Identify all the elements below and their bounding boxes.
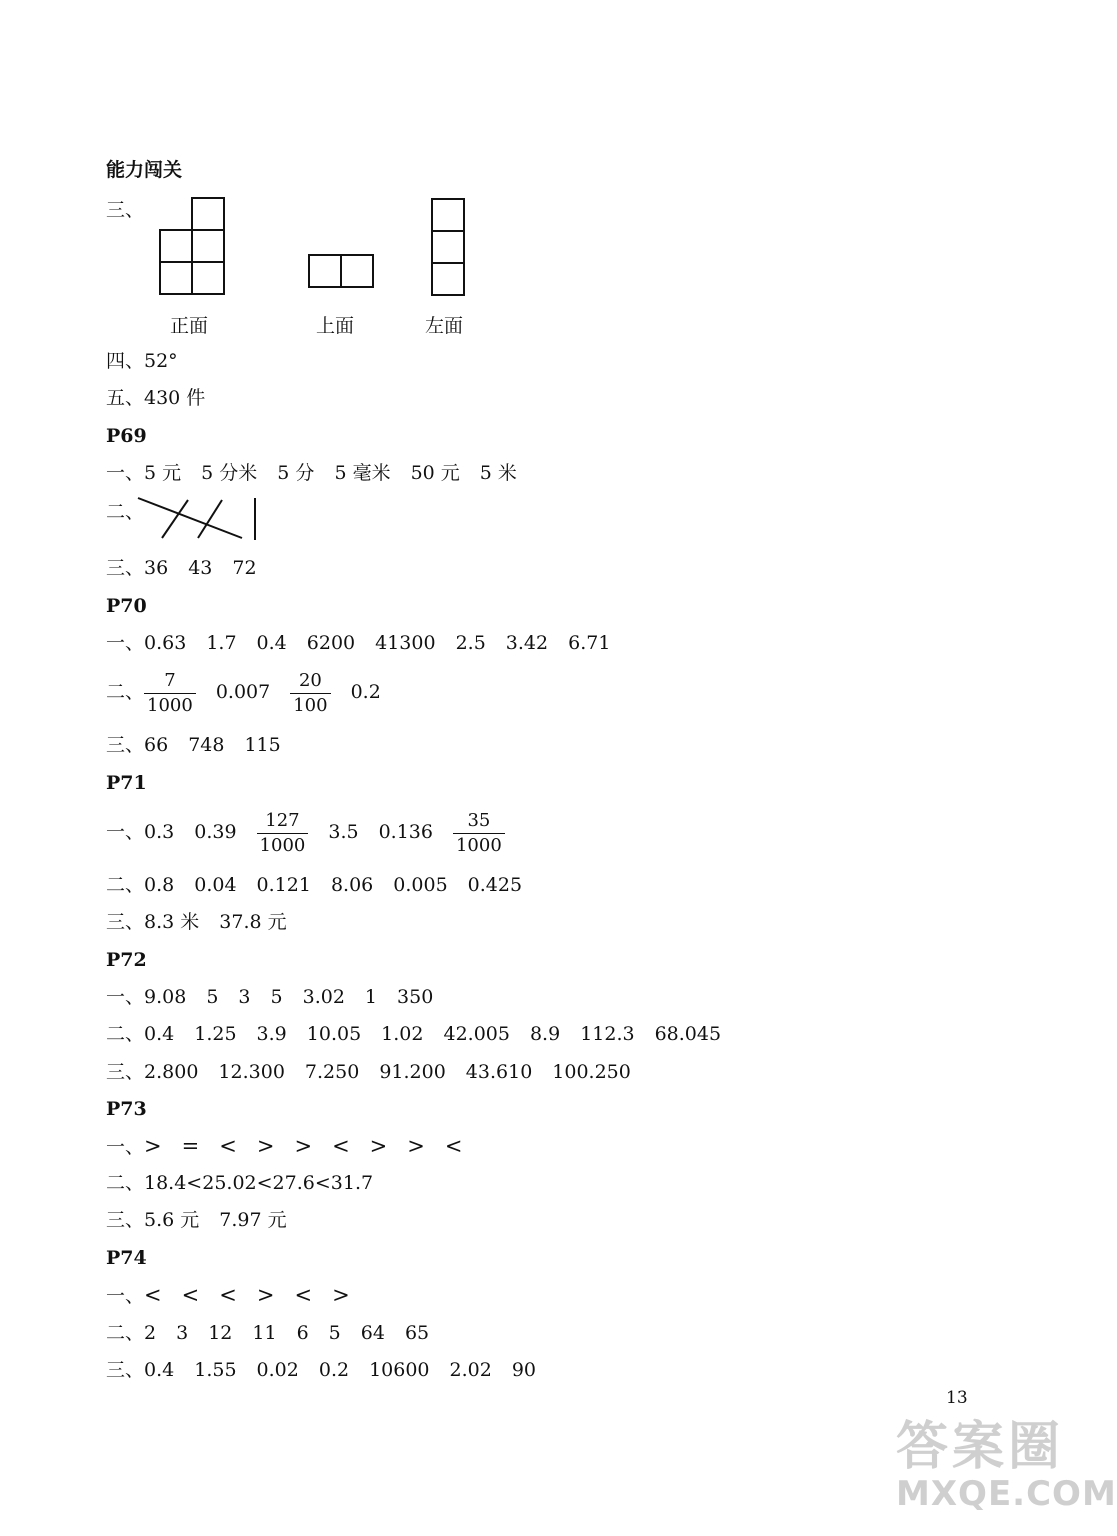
top-view-cell (340, 254, 374, 288)
fraction (144, 670, 196, 717)
answer-item: 10.05 (306, 1023, 362, 1045)
p70-line-2 (106, 669, 401, 717)
front-view-cell (159, 229, 193, 263)
front-view-cell (191, 261, 225, 295)
q3-label: 三、 (106, 199, 145, 221)
fraction-denominator: 1000 (455, 834, 502, 856)
answer-item: 5 分 (277, 462, 315, 484)
front-view-cell (159, 261, 193, 295)
item-prefix: 一、 (106, 1136, 145, 1158)
answer-item: 0.121 (256, 874, 311, 896)
answer-item: 3 (176, 1322, 189, 1344)
fraction (257, 810, 309, 857)
q4-answer: 四、52° (106, 350, 178, 372)
left-view-label: 左面 (425, 315, 464, 337)
fraction-numerator: 20 (290, 670, 330, 694)
p74-line-1 (106, 1283, 370, 1308)
answer-item: 11 (252, 1322, 277, 1344)
answer-item: 0.2 (318, 1359, 350, 1381)
answer-item: 8.9 (529, 1023, 561, 1045)
item-prefix: 三、 (106, 911, 145, 933)
item-prefix: 三、 (106, 1061, 145, 1083)
item-prefix: 三、 (106, 1359, 145, 1381)
fraction (290, 670, 330, 717)
answer-item: 90 (511, 1359, 537, 1381)
fraction (453, 810, 505, 857)
answer-item: 0.4 (144, 1359, 175, 1381)
item-prefix: 二、 (106, 874, 145, 896)
answer-item: 66 (144, 734, 169, 756)
top-view-label: 上面 (316, 315, 355, 337)
answer-item: 72 (232, 557, 257, 579)
answer-item: < (219, 1283, 237, 1307)
top-view-cell (308, 254, 342, 288)
answer-item: 91.200 (379, 1061, 446, 1083)
answer-item: 0.3 (144, 821, 175, 843)
answer-item: < (219, 1134, 237, 1158)
p72-line-2 (106, 1022, 741, 1046)
left-view-cell (431, 262, 465, 296)
watermark-text: 答案圈 (896, 1417, 1065, 1477)
answer-item: 12 (208, 1322, 233, 1344)
answer-item: < (144, 1283, 162, 1307)
fraction-denominator: 1000 (259, 834, 306, 856)
answer-item: > (256, 1283, 275, 1307)
answer-item: < (332, 1134, 350, 1158)
answer-item: 2.800 (144, 1061, 199, 1083)
p73-line-1 (106, 1134, 483, 1159)
p69-line-3 (106, 556, 277, 580)
p74-title: P74 (106, 1247, 147, 1269)
answer-item: 0.8 (144, 874, 175, 896)
p70-title: P70 (106, 595, 147, 617)
fraction-numerator: 127 (257, 810, 309, 834)
front-view-cell (191, 229, 225, 263)
answer-item: 10600 (369, 1359, 430, 1381)
item-prefix: 一、 (106, 462, 145, 484)
answer-item: 100.250 (552, 1061, 631, 1083)
p72-line-3 (106, 1060, 651, 1084)
answer-item: 3.02 (302, 986, 345, 1008)
answer-item: 0.007 (215, 681, 271, 703)
answer-item: 8.06 (330, 874, 374, 896)
q5-answer: 五、430 件 (106, 387, 206, 409)
fraction-numerator: 35 (453, 810, 505, 834)
answer-item: 43.610 (465, 1061, 533, 1083)
answer-item: 68.045 (654, 1023, 722, 1045)
answer-item: 5 元 (144, 462, 182, 484)
answer-item: 6200 (306, 632, 356, 654)
answer-item: 5 (270, 986, 283, 1008)
answer-item: < (294, 1283, 313, 1307)
fraction-numerator: 7 (144, 670, 196, 694)
answer-item: = (181, 1134, 200, 1158)
p73-title: P73 (106, 1098, 147, 1120)
matching-lines-figure (130, 494, 270, 544)
answer-item: 64 (360, 1322, 385, 1344)
answer-item: 112.3 (580, 1023, 635, 1045)
front-view-cell (191, 197, 225, 231)
p72-title: P72 (106, 949, 147, 971)
p69-title: P69 (106, 425, 147, 447)
answer-item: 1.55 (194, 1359, 237, 1381)
answer-item: 9.08 (144, 986, 187, 1008)
left-view-cell (431, 230, 465, 264)
answer-item: 41300 (375, 632, 436, 654)
item-prefix: 三、 (106, 1209, 145, 1231)
answer-item: > (144, 1134, 162, 1158)
p70-line-1 (106, 631, 630, 655)
item-prefix: 一、 (106, 986, 145, 1008)
answer-item: 5 (206, 986, 219, 1008)
answer-item: 115 (244, 734, 281, 756)
answer-item: 0.04 (194, 874, 237, 896)
answer-item: > (294, 1134, 313, 1158)
answer-item: 5 (328, 1322, 341, 1344)
answer-item: 748 (188, 734, 225, 756)
answer-item: 8.3 米 (144, 911, 200, 933)
section-title: 能力闯关 (106, 159, 183, 181)
item-prefix: 三、 (106, 734, 145, 756)
item-prefix: 一、 (106, 1285, 145, 1307)
p69-line-1 (106, 461, 537, 485)
front-view-label: 正面 (170, 315, 209, 337)
answer-item: 7.250 (304, 1061, 360, 1083)
answer-item: 5 毫米 (334, 462, 391, 484)
fraction-denominator: 1000 (147, 694, 193, 716)
p72-line-1 (106, 985, 453, 1009)
answer-item: 37.8 元 (219, 911, 287, 933)
p71-line-1 (106, 809, 525, 857)
answer-item: 5 米 (479, 462, 517, 484)
answer-item: 43 (188, 557, 213, 579)
p74-line-3 (106, 1358, 556, 1382)
answer-item: 0.02 (256, 1359, 299, 1381)
answer-item: 2.5 (455, 632, 486, 654)
watermark-logo (896, 1418, 1117, 1512)
answer-item: 6.71 (568, 632, 611, 654)
answer-item: 1.25 (194, 1023, 237, 1045)
p70-line-3 (106, 733, 301, 757)
matching-line (162, 500, 188, 538)
answer-item: 0.136 (378, 821, 433, 843)
answer-item: > (369, 1134, 388, 1158)
answer-item: 5 分米 (201, 462, 258, 484)
p71-title: P71 (106, 772, 147, 794)
answer-item: 0.4 (256, 632, 287, 654)
item-prefix: 一、 (106, 821, 145, 843)
answer-item: 3.9 (256, 1023, 287, 1045)
answer-item: 0.63 (144, 632, 187, 654)
answer-item: > (256, 1134, 275, 1158)
answer-item: 2.02 (449, 1359, 492, 1381)
page-number: 13 (946, 1388, 968, 1408)
answer-item: 7.97 元 (219, 1209, 287, 1231)
matching-line (198, 500, 222, 538)
answer-item: < (181, 1283, 200, 1307)
watermark-url: MXQE.COM (896, 1474, 1117, 1514)
answer-item: 3.5 (328, 821, 359, 843)
answer-item: < (444, 1134, 463, 1158)
answer-item: 6 (296, 1322, 309, 1344)
p74-line-2 (106, 1321, 449, 1345)
item-prefix: 二、 (106, 1023, 145, 1045)
answer-item: 350 (397, 986, 434, 1008)
item-prefix: 三、 (106, 557, 145, 579)
item-prefix: 一、 (106, 632, 145, 654)
answer-item: 36 (144, 557, 169, 579)
p71-line-2 (106, 873, 542, 897)
p73-line-2: 二、18.4<25.02<27.6<31.7 (106, 1172, 374, 1194)
answer-item: 12.300 (218, 1061, 285, 1083)
answer-item: 0.39 (194, 821, 237, 843)
answer-item: 1.7 (206, 632, 237, 654)
answer-item: 1.02 (381, 1023, 424, 1045)
answer-item: 0.425 (467, 874, 523, 896)
answer-item: 0.005 (393, 874, 448, 896)
answer-item: 2 (144, 1322, 157, 1344)
p71-line-3 (106, 910, 307, 934)
answer-item: 0.2 (350, 681, 381, 703)
left-view-cell (431, 198, 465, 232)
answer-item: 5.6 元 (144, 1209, 200, 1231)
item-prefix: 二、 (106, 681, 145, 703)
answer-item: 3.42 (505, 632, 549, 654)
p73-line-3 (106, 1208, 307, 1232)
answer-item: > (332, 1283, 350, 1307)
answer-item: 3 (238, 986, 251, 1008)
answer-item: > (407, 1134, 425, 1158)
answer-item: 0.4 (144, 1023, 175, 1045)
answer-item: 65 (404, 1322, 430, 1344)
answer-item: 1 (364, 986, 378, 1008)
answer-item: 42.005 (443, 1023, 510, 1045)
matching-line (138, 498, 242, 538)
answer-item: 50 元 (410, 462, 460, 484)
p69-line-2-prefix: 二、 (106, 501, 145, 523)
fraction-denominator: 100 (293, 694, 328, 716)
item-prefix: 二、 (106, 1322, 145, 1344)
